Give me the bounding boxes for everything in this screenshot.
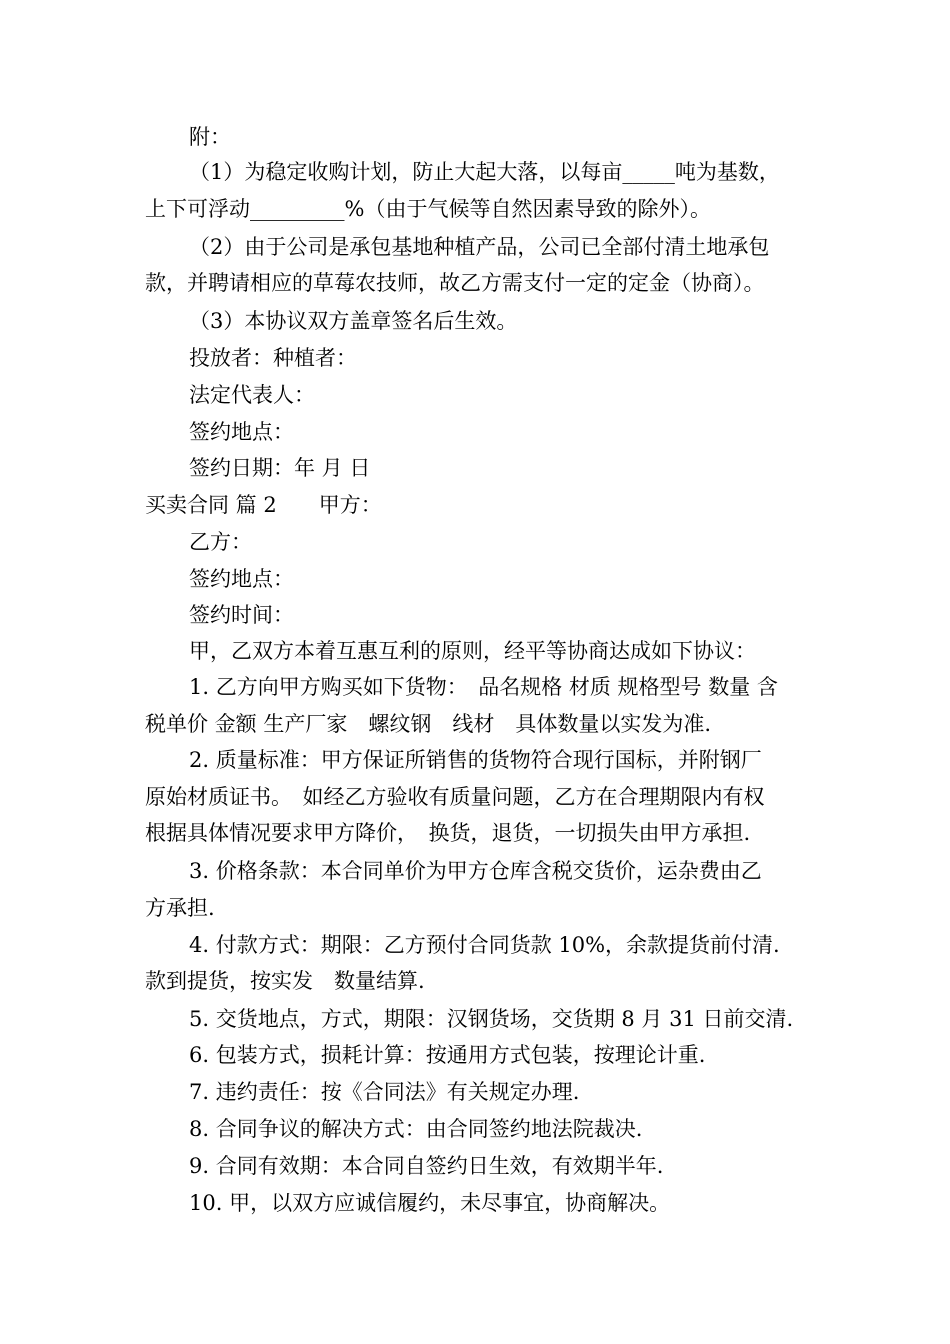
clause-line: 方承担.: [145, 896, 215, 920]
clause-line: 3. 价格条款：本合同单价为甲方仓库含税交货价，运杂费由乙: [189, 859, 762, 883]
clause-line: 5. 交货地点，方式，期限：汉钢货场，交货期 8 月 31 日前交清.: [189, 1007, 794, 1031]
signature-line: 签约日期：年 月 日: [189, 456, 371, 480]
paragraph-line: （2）由于公司是承包基地种植产品，公司已全部付清土地承包: [189, 235, 770, 259]
party-line: 签约时间：: [189, 603, 294, 627]
clause-line: 根据具体情况要求甲方降价， 换货，退货，一切损失由甲方承担.: [145, 821, 751, 845]
clause-line: 4. 付款方式：期限：乙方预付合同货款 10%，余款提货前付清.: [189, 933, 780, 957]
signature-line: 签约地点：: [189, 420, 294, 444]
clause-line: 7. 违约责任：按《合同法》有关规定办理.: [189, 1080, 580, 1104]
clause-line: 2. 质量标准：甲方保证所销售的货物符合现行国标，并附钢厂: [189, 748, 762, 772]
paragraph-line: 甲，乙双方本着互惠互利的原则，经平等协商达成如下协议：: [189, 639, 756, 663]
clause-line: 1. 乙方向甲方购买如下货物： 品名规格 材质 规格型号 数量 含: [189, 675, 778, 699]
clause-line: 原始材质证书。 如经乙方验收有质量问题，乙方在合理期限内有权: [145, 785, 765, 809]
clause-line: 税单价 金额 生产厂家 螺纹钢 线材 具体数量以实发为准.: [145, 712, 712, 736]
signature-line: 投放者：种植者：: [189, 346, 357, 370]
paragraph-line: 上下可浮动_________%（由于气候等自然因素导致的除外）。: [145, 197, 711, 221]
signature-line: 法定代表人：: [189, 383, 315, 407]
clause-line: 6. 包装方式，损耗计算：按通用方式包装，按理论计重.: [189, 1043, 706, 1067]
party-line: 乙方：: [189, 530, 252, 554]
appendix-heading: 附：: [189, 125, 231, 149]
party-line: 签约地点：: [189, 567, 294, 591]
clause-line: 8. 合同争议的解决方式：由合同签约地法院裁决.: [189, 1117, 643, 1141]
clause-line: 9. 合同有效期：本合同自签约日生效，有效期半年.: [189, 1154, 664, 1178]
paragraph-line: 款，并聘请相应的草莓农技师，故乙方需支付一定的定金（协商）。: [145, 271, 765, 295]
paragraph-line: （3）本协议双方盖章签名后生效。: [189, 309, 518, 333]
section-title: 买卖合同 篇 2 甲方：: [145, 493, 382, 517]
clause-line: 10. 甲，以双方应诚信履约，未尽事宜，协商解决。: [189, 1191, 671, 1215]
clause-line: 款到提货，按实发 数量结算.: [145, 969, 425, 993]
paragraph-line: （1）为稳定收购计划，防止大起大落，以每亩_____吨为基数，: [189, 160, 780, 184]
